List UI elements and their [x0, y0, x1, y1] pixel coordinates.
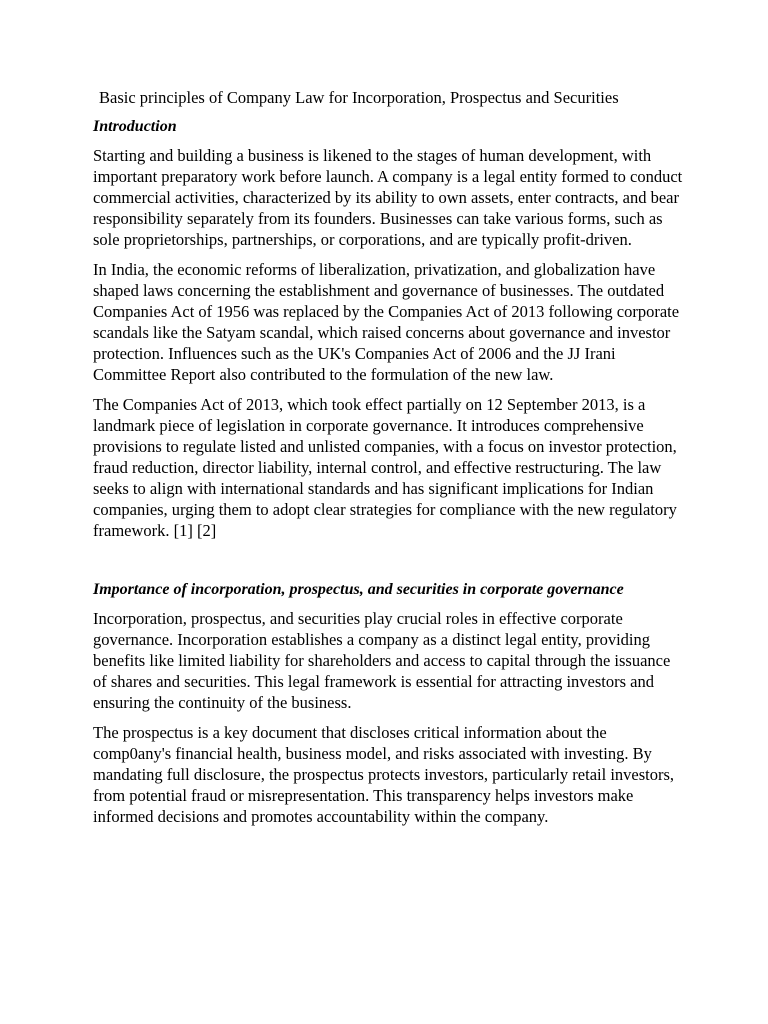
document-content [93, 87, 683, 836]
paragraph: Incorporation, prospectus, and securities play crucial roles in effective corporate governance. Incorporation establishes a company as a distinct legal entity, providing benefits like limited liability for shareholders and access to capital through the issuance of shares and securities. This legal framework is essential for attracting investors and ensuring the continuity of the business. [93, 609, 671, 712]
paragraph: The Companies Act of 2013, which took effect partially on 12 September 2013, is a landmark piece of legislation in corporate governance. It introduces comprehensive provisions to regulate listed and unlisted companies, with a focus on investor protection, fraud reduction, director liability, internal control, and effective restructuring. The law seeks to align with international standards and has significant implications for Indian companies, urging them to adopt clear strategies for compliance with the new regulatory framework. [1] [2] [93, 395, 677, 540]
paragraph: Starting and building a business is likened to the stages of human development, with important preparatory work before launch. A company is a legal entity formed to conduct commercial activities, characterized by its ability to own assets, enter contracts, and bear responsibility separately from its founders. Businesses can take various forms, such as sole proprietorships, partnerships, or corporations, and are typically profit-driven. [93, 146, 683, 249]
document-title: Basic principles of Company Law for Incorporation, Prospectus and Securities [99, 88, 619, 107]
section-spacer [93, 550, 683, 579]
section-heading-introduction: Introduction [93, 118, 177, 135]
section-heading-importance: Importance of incorporation, prospectus, and securities in corporate governance [93, 581, 624, 598]
paragraph: The prospectus is a key document that discloses critical information about the comp0any's financial health, business model, and risks associated with investing. By mandating full disclosure, the prospectus protects investors, particularly retail investors, from potential fraud or misrepresentation. This transparency helps investors make informed decisions and promotes accountability within the company. [93, 723, 675, 826]
paragraph: In India, the economic reforms of liberalization, privatization, and globalization have shaped laws concerning the establishment and governance of businesses. The outdated Companies Act of 1956 was replaced by the Companies Act of 2013 following corporate scandals like the Satyam scandal, which raised concerns about governance and investor protection. Influences such as the UK's Companies Act of 2006 and the JJ Irani Committee Report also contributed to the formulation of the new law. [93, 260, 680, 384]
